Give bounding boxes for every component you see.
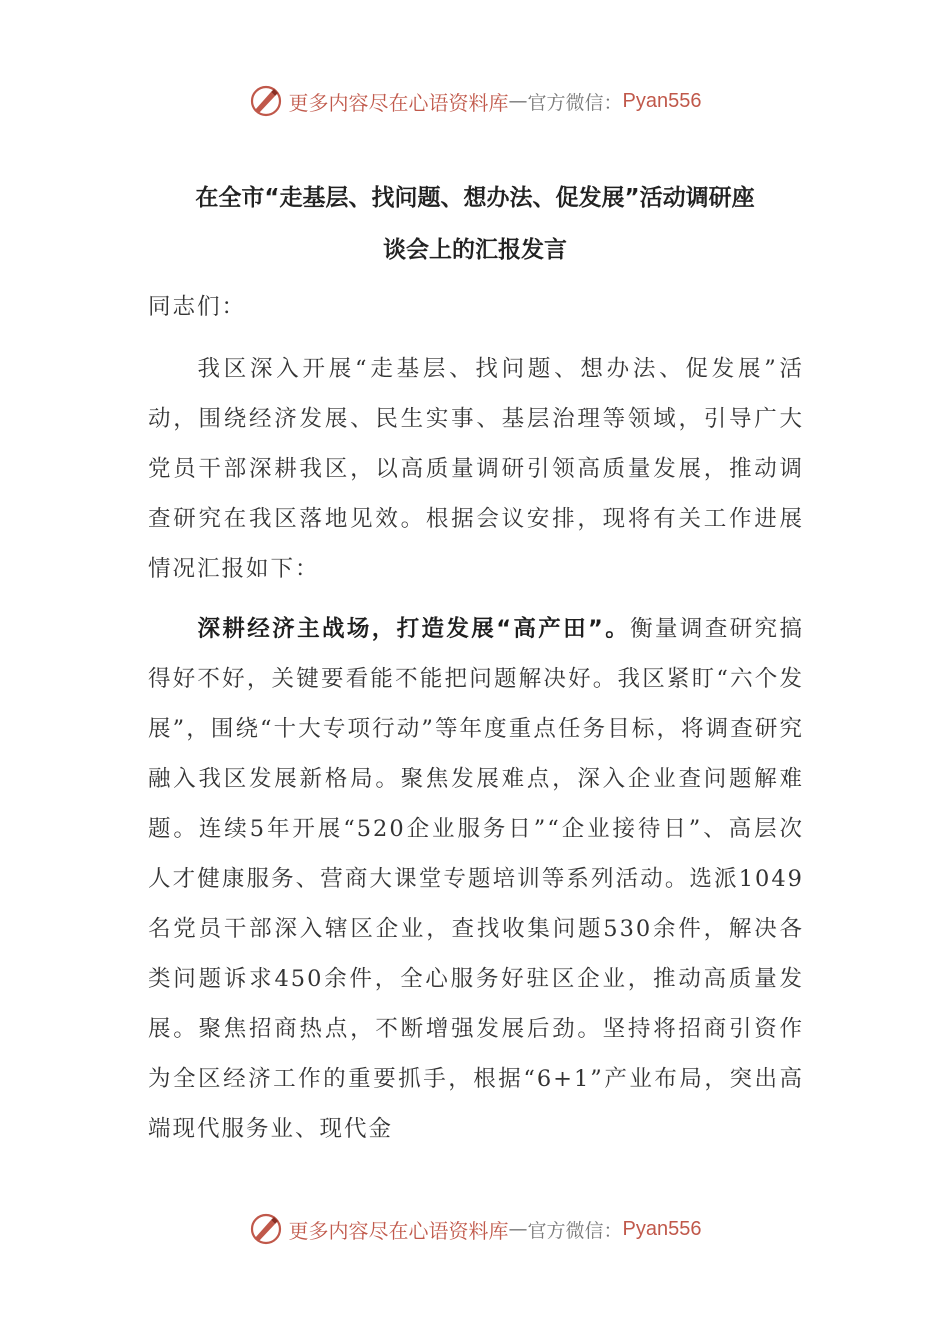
banner-account: Pyan556: [622, 89, 702, 112]
banner-prefix: 更多内容尽在心语资料库: [288, 90, 509, 115]
banner-middle: 官方微信：: [527, 91, 623, 114]
paragraph-2-body: 衡量调查研究搞得好不好，关键要看能不能把问题解决好。我区紧盯“六个发展”，围绕“十大专项行动”等年度重点任务目标，将调查研究融入我区发展新格局。聚焦发展难点，深入企业查问题解难题。连续5年开展“520企业服务日”“企业接待日”、高层次人才健康服务、营商大课堂专题培训等系列活动。选派1049名党员干部深入辖区企业，查找收集问题530余件，解决各类问题诉求450余件，全心服务好驻区企业，推动高质量发展。聚焦招商热点，不断增强发展后劲。坚持将招商引资作为全区经济工作的重要抓手，根据“6+1”产业布局，突出高端现代服务业、现代金: [148, 616, 804, 1142]
document-title: [148, 172, 802, 276]
banner-dash: —: [508, 90, 528, 112]
paragraph-2: [148, 604, 804, 1154]
paragraph-2-heading: 深耕经济主战场，打造发展“高产田”。: [197, 616, 631, 642]
salutation: 同志们：: [148, 294, 247, 320]
banner-prefix: 更多内容尽在心语资料库: [288, 1218, 509, 1243]
banner-account: Pyan556: [622, 1217, 702, 1240]
footer-watermark-banner: [0, 1212, 950, 1246]
banner-middle: 官方微信：: [527, 1219, 623, 1242]
paragraph-1: 我区深入开展“走基层、找问题、想办法、促发展”活动，围绕经济发展、民生实事、基层治理等领域，引导广大党员干部深耕我区，以高质量调研引领高质量发展，推动调查研究在我区落地见效。根据会议安排，现将有关工作进展情况汇报如下：: [148, 356, 804, 582]
banner-dash: —: [508, 1218, 528, 1240]
title-line-1: 在全市“走基层、找问题、想办法、促发展”活动调研座: [195, 185, 755, 211]
title-line-2: 谈会上的汇报发言: [383, 237, 567, 263]
pen-logo-icon: [249, 1212, 283, 1246]
header-watermark-banner: [0, 84, 950, 118]
pen-logo-icon: [249, 84, 283, 118]
